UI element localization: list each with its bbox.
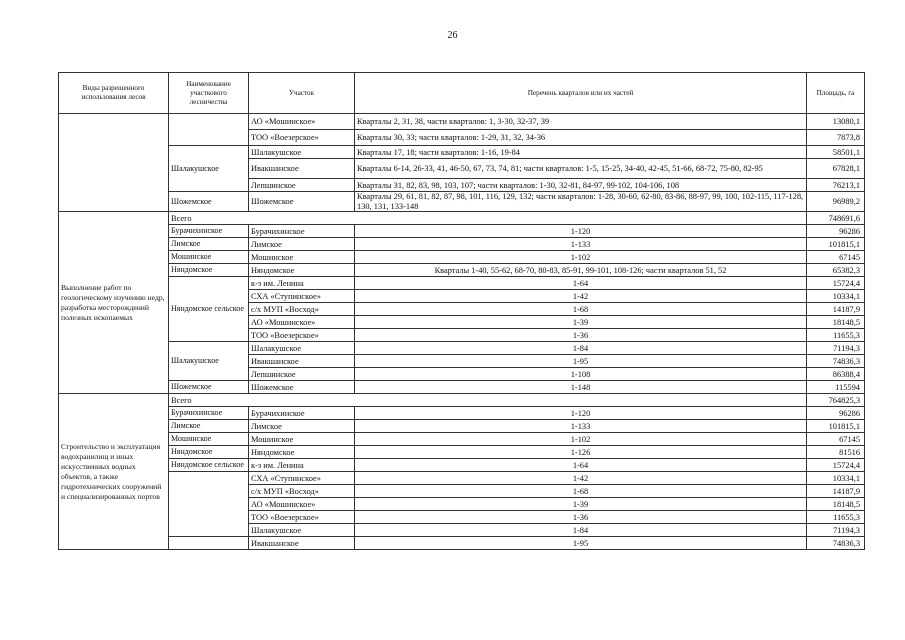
plot-cell: Ивакшанское [249,537,355,550]
quarters-cell: 1-84 [355,524,807,537]
plot-cell: Бурачихинское [249,225,355,238]
area-cell: 81516 [807,446,865,459]
area-cell: 58501,1 [807,146,865,159]
usage-type-cell: Строительство и эксплуатация водохранилищ и иных искусственных водных объектов, а также гидротехнических сооружений и специализированных портов [59,394,169,550]
area-cell: 96286 [807,407,865,420]
area-cell: 15724,4 [807,277,865,290]
area-cell: 86388,4 [807,368,865,381]
quarters-cell: 1-64 [355,459,807,472]
forestry-cell: Бурачихинское [169,225,249,238]
forestry-cell: Шожемское [169,381,249,394]
table-row [59,407,865,420]
quarters-cell: Кварталы 17, 18; части кварталов: 1-16, 19-84 [355,146,807,159]
quarters-cell: Кварталы 6-14, 26-33, 41, 46-50, 67, 73, 74, 81; части кварталов: 1-5, 15-25, 34-40, 42-45, 51-66, 68-72, 75-80, 82-95 [355,159,807,179]
forestry-cell: Всего [169,394,807,407]
table-row [59,381,865,394]
quarters-cell: 1-42 [355,472,807,485]
forestry-cell: Няндомское сельское [169,459,249,472]
quarters-cell: 1-84 [355,342,807,355]
plot-cell: Няндомское [249,446,355,459]
table-row [59,212,865,225]
plot-cell: с/х МУП «Восход» [249,485,355,498]
quarters-cell: 1-102 [355,251,807,264]
area-cell: 764825,3 [807,394,865,407]
area-cell: 67828,1 [807,159,865,179]
area-cell: 67145 [807,433,865,446]
table-row [59,146,865,159]
area-cell: 7873,8 [807,130,865,146]
plot-cell: АО «Мошинское» [249,114,355,130]
header-plot: Участок [249,73,355,114]
table-row [59,251,865,264]
quarters-cell: 1-133 [355,238,807,251]
table-row [59,446,865,459]
table-row [59,277,865,290]
quarters-cell: Кварталы 2, 31, 38, части кварталов: 1, 3-30, 32-37, 39 [355,114,807,130]
area-cell: 101815,1 [807,238,865,251]
plot-cell: ТОО «Воезерское» [249,329,355,342]
area-cell: 65382,3 [807,264,865,277]
forestry-cell: Няндомское сельское [169,277,249,342]
area-cell: 96989,2 [807,192,865,212]
quarters-cell: Кварталы 29, 61, 81, 82, 87, 98, 101, 116, 129, 132; части кварталов: 1-28, 30-60, 62-80, 83-86, 88-97, 99, 100, 102-115, 117-128, 130, 131, 133-148 [355,192,807,212]
forestry-cell: Няндомское [169,446,249,459]
area-cell: 11655,3 [807,329,865,342]
quarters-cell: 1-68 [355,303,807,316]
forestry-cell: Лимское [169,238,249,251]
plot-cell: Шалакушское [249,342,355,355]
table-header-row [59,73,865,114]
table-row [59,225,865,238]
quarters-cell: 1-42 [355,290,807,303]
table-row [59,394,865,407]
area-cell: 10334,1 [807,472,865,485]
table-row [59,114,865,130]
quarters-cell: 1-102 [355,433,807,446]
plot-cell: Лепшинское [249,179,355,192]
header-quarters: Перечень кварталов или их частей [355,73,807,114]
plot-cell: к-з им. Ленина [249,277,355,290]
plot-cell: СХА «Ступинское» [249,472,355,485]
area-cell: 10334,1 [807,290,865,303]
area-cell: 74836,3 [807,355,865,368]
plot-cell: Лепшинское [249,368,355,381]
forestry-cell [169,472,249,537]
area-cell: 11655,3 [807,511,865,524]
forestry-cell: Лимское [169,420,249,433]
area-cell: 76213,1 [807,179,865,192]
plot-cell: Мошинское [249,251,355,264]
header-forestry: Наименование участкового лесничества [169,73,249,114]
plot-cell: к-з им. Ленина [249,459,355,472]
plot-cell: Ивакшанское [249,355,355,368]
plot-cell: Лимское [249,238,355,251]
forestry-cell: Шожемское [169,192,249,212]
quarters-cell: 1-120 [355,407,807,420]
plot-cell: Шожемское [249,192,355,212]
quarters-cell: 1-39 [355,498,807,511]
plot-cell: ТОО «Воезерское» [249,511,355,524]
plot-cell: АО «Мошинское» [249,316,355,329]
area-cell: 115594 [807,381,865,394]
table-row [59,433,865,446]
forest-use-table [58,72,865,550]
header-usage-type: Виды разрешенного использования лесов [59,73,169,114]
area-cell: 14187,9 [807,485,865,498]
plot-cell: с/х МУП «Восход» [249,303,355,316]
forestry-cell: Шалакушское [169,342,249,381]
plot-cell: Мошинское [249,433,355,446]
table-row [59,459,865,472]
forestry-cell: Мошинское [169,433,249,446]
header-area: Площадь, га [807,73,865,114]
quarters-cell: 1-95 [355,355,807,368]
table-row [59,342,865,355]
area-cell: 15724,4 [807,459,865,472]
plot-cell: Ивакшанское [249,159,355,179]
area-cell: 71194,3 [807,524,865,537]
area-cell: 14187,9 [807,303,865,316]
forestry-cell: Шалакушское [169,146,249,192]
forestry-cell: Мошинское [169,251,249,264]
quarters-cell: 1-68 [355,485,807,498]
plot-cell: Бурачихинское [249,407,355,420]
quarters-cell: 1-95 [355,537,807,550]
table-row [59,192,865,212]
area-cell: 74836,3 [807,537,865,550]
area-cell: 18148,5 [807,498,865,511]
area-cell: 96286 [807,225,865,238]
forestry-cell [169,114,249,146]
area-cell: 71194,3 [807,342,865,355]
quarters-cell: 1-39 [355,316,807,329]
quarters-cell: Кварталы 31, 82, 83, 98, 103, 107; части кварталов: 1-30, 32-81, 84-97, 99-102, 104-106, 108 [355,179,807,192]
plot-cell: Шожемское [249,381,355,394]
quarters-cell: 1-120 [355,225,807,238]
area-cell: 101815,1 [807,420,865,433]
table-row [59,472,865,485]
area-cell: 748691,6 [807,212,865,225]
plot-cell: АО «Мошинское» [249,498,355,511]
quarters-cell: 1-133 [355,420,807,433]
plot-cell: ТОО «Воезерское» [249,130,355,146]
forestry-cell: Бурачихинское [169,407,249,420]
table-row [59,420,865,433]
plot-cell: Шалакушское [249,146,355,159]
area-cell: 67145 [807,251,865,264]
plot-cell: Шалакушское [249,524,355,537]
table-row [59,238,865,251]
forestry-cell: Всего [169,212,807,225]
usage-type-cell [59,114,169,212]
quarters-cell: Кварталы 30, 33; части кварталов: 1-29, 31, 32, 34-36 [355,130,807,146]
page-number: 26 [447,30,458,41]
plot-cell: Лимское [249,420,355,433]
area-cell: 18148,5 [807,316,865,329]
quarters-cell: 1-148 [355,381,807,394]
table-row [59,264,865,277]
usage-type-cell: Выполнение работ по геологическому изучению недр, разработка месторождений полезных ископаемых [59,212,169,394]
quarters-cell: 1-108 [355,368,807,381]
quarters-cell: 1-64 [355,277,807,290]
plot-cell: Няндомское [249,264,355,277]
quarters-cell: 1-36 [355,511,807,524]
plot-cell: СХА «Ступинское» [249,290,355,303]
table-row [59,537,865,550]
area-cell: 13080,1 [807,114,865,130]
quarters-cell: 1-36 [355,329,807,342]
quarters-cell: Кварталы 1-40, 55-62, 68-70, 80-83, 85-91, 99-101, 108-126; части кварталов 51, 52 [355,264,807,277]
quarters-cell: 1-126 [355,446,807,459]
forestry-cell: Няндомское [169,264,249,277]
forestry-cell [169,537,249,550]
